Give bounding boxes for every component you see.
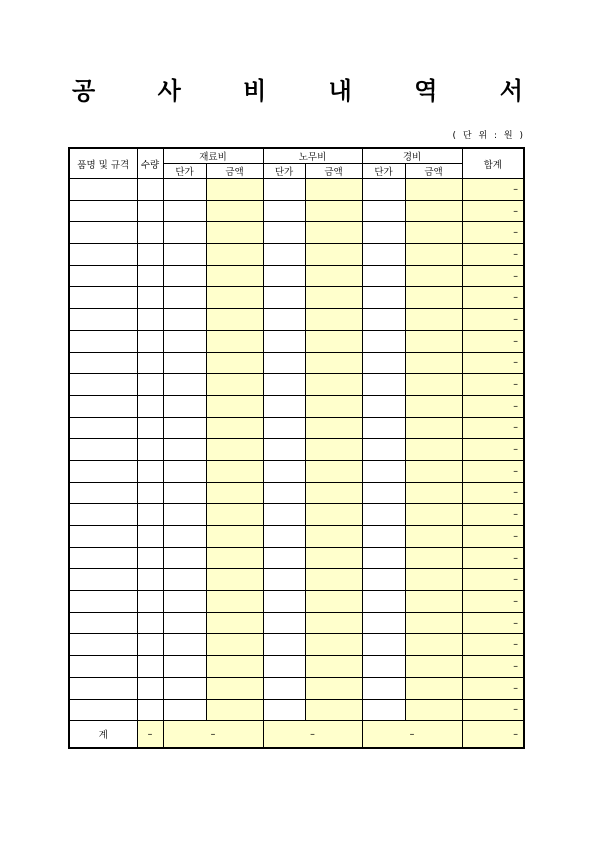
item-cell[interactable]	[69, 244, 137, 266]
unit-label: ( 단 위 : 원 )	[452, 131, 525, 141]
material-unit-price-cell[interactable]	[163, 699, 206, 721]
material-amount-cell[interactable]	[206, 200, 263, 222]
labor-unit-price-cell[interactable]	[263, 244, 305, 266]
row-total-cell[interactable]: –	[462, 330, 524, 352]
table-row	[69, 504, 524, 526]
item-cell[interactable]	[69, 547, 137, 569]
qty-cell[interactable]	[137, 200, 163, 222]
material-amount-cell[interactable]	[206, 612, 263, 634]
material-amount-cell[interactable]	[206, 374, 263, 396]
qty-cell[interactable]	[137, 569, 163, 591]
table-row	[69, 439, 524, 461]
labor-amount-cell[interactable]	[305, 460, 362, 482]
item-cell[interactable]	[69, 287, 137, 309]
material-amount-cell[interactable]	[206, 504, 263, 526]
expense-amount-cell[interactable]	[405, 656, 462, 678]
material-amount-cell[interactable]	[206, 244, 263, 266]
table-row	[69, 244, 524, 266]
qty-cell[interactable]	[137, 179, 163, 201]
expense-amount-cell[interactable]	[405, 482, 462, 504]
qty-cell[interactable]	[137, 374, 163, 396]
labor-unit-price-cell[interactable]	[263, 287, 305, 309]
material-unit-price-cell[interactable]	[163, 265, 206, 287]
qty-cell[interactable]	[137, 287, 163, 309]
labor-amount-cell[interactable]	[305, 309, 362, 331]
row-total-cell[interactable]: –	[462, 244, 524, 266]
table-row	[69, 395, 524, 417]
material-unit-price-cell[interactable]	[163, 482, 206, 504]
table-row	[69, 612, 524, 634]
row-total-cell[interactable]: –	[462, 591, 524, 613]
row-total-cell[interactable]: –	[462, 374, 524, 396]
qty-cell[interactable]	[137, 265, 163, 287]
header-labor: 노무비	[263, 148, 362, 164]
table-row	[69, 222, 524, 244]
qty-cell[interactable]	[137, 439, 163, 461]
labor-amount-cell[interactable]	[305, 374, 362, 396]
labor-amount-cell[interactable]	[305, 677, 362, 699]
labor-unit-price-cell[interactable]	[263, 330, 305, 352]
table-row	[69, 526, 524, 548]
qty-cell[interactable]	[137, 330, 163, 352]
material-unit-price-cell[interactable]	[163, 504, 206, 526]
total-label: 계	[69, 721, 137, 749]
table-body	[69, 179, 524, 721]
row-total-cell[interactable]: –	[462, 504, 524, 526]
total-sum[interactable]: –	[462, 721, 524, 749]
row-total-cell[interactable]: –	[462, 460, 524, 482]
expense-unit-price-cell[interactable]	[362, 547, 405, 569]
qty-cell[interactable]	[137, 417, 163, 439]
table-row	[69, 265, 524, 287]
labor-amount-cell[interactable]	[305, 265, 362, 287]
row-total-cell[interactable]: –	[462, 309, 524, 331]
material-amount-cell[interactable]	[206, 417, 263, 439]
qty-cell[interactable]	[137, 526, 163, 548]
header-total: 합계	[462, 148, 524, 179]
labor-amount-cell[interactable]	[305, 547, 362, 569]
labor-unit-price-cell[interactable]	[263, 439, 305, 461]
item-cell[interactable]	[69, 222, 137, 244]
labor-unit-price-cell[interactable]	[263, 699, 305, 721]
expense-unit-price-cell[interactable]	[362, 526, 405, 548]
labor-unit-price-cell[interactable]	[263, 634, 305, 656]
labor-amount-cell[interactable]	[305, 395, 362, 417]
labor-unit-price-cell[interactable]	[263, 547, 305, 569]
material-unit-price-cell[interactable]	[163, 526, 206, 548]
labor-amount-cell[interactable]	[305, 612, 362, 634]
row-total-cell[interactable]: –	[462, 634, 524, 656]
labor-unit-price-cell[interactable]	[263, 591, 305, 613]
material-amount-cell[interactable]	[206, 352, 263, 374]
material-amount-cell[interactable]	[206, 482, 263, 504]
header-labor-amount: 금액	[305, 164, 362, 179]
item-cell[interactable]	[69, 677, 137, 699]
item-cell[interactable]	[69, 504, 137, 526]
item-cell[interactable]	[69, 352, 137, 374]
material-amount-cell[interactable]	[206, 591, 263, 613]
expense-unit-price-cell[interactable]	[362, 374, 405, 396]
qty-cell[interactable]	[137, 244, 163, 266]
labor-unit-price-cell[interactable]	[263, 526, 305, 548]
item-cell[interactable]	[69, 374, 137, 396]
labor-unit-price-cell[interactable]	[263, 395, 305, 417]
labor-amount-cell[interactable]	[305, 482, 362, 504]
expense-amount-cell[interactable]	[405, 179, 462, 201]
labor-unit-price-cell[interactable]	[263, 374, 305, 396]
expense-amount-cell[interactable]	[405, 222, 462, 244]
material-unit-price-cell[interactable]	[163, 374, 206, 396]
material-amount-cell[interactable]	[206, 309, 263, 331]
labor-amount-cell[interactable]	[305, 179, 362, 201]
qty-cell[interactable]	[137, 482, 163, 504]
table-row	[69, 482, 524, 504]
header-expense-unit-price: 단가	[362, 164, 405, 179]
row-total-cell[interactable]: –	[462, 526, 524, 548]
material-unit-price-cell[interactable]	[163, 222, 206, 244]
material-amount-cell[interactable]	[206, 222, 263, 244]
header-labor-unit-price: 단가	[263, 164, 305, 179]
labor-unit-price-cell[interactable]	[263, 504, 305, 526]
labor-unit-price-cell[interactable]	[263, 569, 305, 591]
total-labor[interactable]: –	[263, 721, 362, 749]
page-title: 공 사 비 내 역 서	[72, 77, 550, 105]
labor-amount-cell[interactable]	[305, 352, 362, 374]
expense-amount-cell[interactable]	[405, 309, 462, 331]
qty-cell[interactable]	[137, 352, 163, 374]
qty-cell[interactable]	[137, 460, 163, 482]
expense-unit-price-cell[interactable]	[362, 200, 405, 222]
expense-unit-price-cell[interactable]	[362, 677, 405, 699]
material-amount-cell[interactable]	[206, 330, 263, 352]
material-unit-price-cell[interactable]	[163, 439, 206, 461]
expense-amount-cell[interactable]	[405, 569, 462, 591]
labor-amount-cell[interactable]	[305, 569, 362, 591]
item-cell[interactable]	[69, 200, 137, 222]
table-row	[69, 569, 524, 591]
row-total-cell[interactable]: –	[462, 287, 524, 309]
item-cell[interactable]	[69, 309, 137, 331]
expense-amount-cell[interactable]	[405, 460, 462, 482]
row-total-cell[interactable]: –	[462, 677, 524, 699]
expense-unit-price-cell[interactable]	[362, 287, 405, 309]
labor-unit-price-cell[interactable]	[263, 460, 305, 482]
expense-amount-cell[interactable]	[405, 352, 462, 374]
material-unit-price-cell[interactable]	[163, 330, 206, 352]
material-unit-price-cell[interactable]	[163, 547, 206, 569]
qty-cell[interactable]	[137, 547, 163, 569]
table-row	[69, 417, 524, 439]
expense-unit-price-cell[interactable]	[362, 634, 405, 656]
labor-unit-price-cell[interactable]	[263, 200, 305, 222]
expense-amount-cell[interactable]	[405, 526, 462, 548]
labor-amount-cell[interactable]	[305, 417, 362, 439]
expense-amount-cell[interactable]	[405, 504, 462, 526]
labor-amount-cell[interactable]	[305, 504, 362, 526]
expense-unit-price-cell[interactable]	[362, 330, 405, 352]
row-total-cell[interactable]: –	[462, 200, 524, 222]
table-row	[69, 309, 524, 331]
expense-amount-cell[interactable]	[405, 677, 462, 699]
table-row	[69, 330, 524, 352]
item-cell[interactable]	[69, 417, 137, 439]
row-total-cell[interactable]: –	[462, 395, 524, 417]
expense-amount-cell[interactable]	[405, 330, 462, 352]
expense-unit-price-cell[interactable]	[362, 417, 405, 439]
material-amount-cell[interactable]	[206, 460, 263, 482]
expense-amount-cell[interactable]	[405, 612, 462, 634]
header-row-1	[69, 148, 524, 164]
expense-amount-cell[interactable]	[405, 287, 462, 309]
labor-amount-cell[interactable]	[305, 287, 362, 309]
labor-unit-price-cell[interactable]	[263, 417, 305, 439]
row-total-cell[interactable]: –	[462, 439, 524, 461]
material-unit-price-cell[interactable]	[163, 309, 206, 331]
material-unit-price-cell[interactable]	[163, 656, 206, 678]
expense-amount-cell[interactable]	[405, 547, 462, 569]
labor-unit-price-cell[interactable]	[263, 677, 305, 699]
row-total-cell[interactable]: –	[462, 569, 524, 591]
item-cell[interactable]	[69, 439, 137, 461]
qty-cell[interactable]	[137, 309, 163, 331]
item-cell[interactable]	[69, 395, 137, 417]
material-amount-cell[interactable]	[206, 634, 263, 656]
material-unit-price-cell[interactable]	[163, 634, 206, 656]
header-material-unit-price: 단가	[163, 164, 206, 179]
labor-amount-cell[interactable]	[305, 330, 362, 352]
expense-unit-price-cell[interactable]	[362, 352, 405, 374]
expense-amount-cell[interactable]	[405, 439, 462, 461]
expense-unit-price-cell[interactable]	[362, 612, 405, 634]
item-cell[interactable]	[69, 656, 137, 678]
labor-unit-price-cell[interactable]	[263, 612, 305, 634]
material-amount-cell[interactable]	[206, 569, 263, 591]
material-unit-price-cell[interactable]	[163, 677, 206, 699]
qty-cell[interactable]	[137, 634, 163, 656]
item-cell[interactable]	[69, 634, 137, 656]
table-row	[69, 352, 524, 374]
item-cell[interactable]	[69, 330, 137, 352]
row-total-cell[interactable]: –	[462, 417, 524, 439]
expense-unit-price-cell[interactable]	[362, 569, 405, 591]
labor-unit-price-cell[interactable]	[263, 656, 305, 678]
total-row	[69, 721, 524, 749]
expense-unit-price-cell[interactable]	[362, 244, 405, 266]
expense-unit-price-cell[interactable]	[362, 179, 405, 201]
labor-amount-cell[interactable]	[305, 526, 362, 548]
material-amount-cell[interactable]	[206, 526, 263, 548]
row-total-cell[interactable]: –	[462, 612, 524, 634]
row-total-cell[interactable]: –	[462, 547, 524, 569]
expense-unit-price-cell[interactable]	[362, 265, 405, 287]
labor-unit-price-cell[interactable]	[263, 179, 305, 201]
qty-cell[interactable]	[137, 699, 163, 721]
material-unit-price-cell[interactable]	[163, 569, 206, 591]
expense-amount-cell[interactable]	[405, 699, 462, 721]
material-amount-cell[interactable]	[206, 395, 263, 417]
header-qty: 수량	[137, 148, 163, 179]
material-unit-price-cell[interactable]	[163, 612, 206, 634]
qty-cell[interactable]	[137, 612, 163, 634]
material-amount-cell[interactable]	[206, 265, 263, 287]
qty-cell[interactable]	[137, 656, 163, 678]
item-cell[interactable]	[69, 591, 137, 613]
labor-amount-cell[interactable]	[305, 439, 362, 461]
qty-cell[interactable]	[137, 591, 163, 613]
material-amount-cell[interactable]	[206, 439, 263, 461]
labor-unit-price-cell[interactable]	[263, 265, 305, 287]
table-row	[69, 460, 524, 482]
table-row	[69, 591, 524, 613]
row-total-cell[interactable]: –	[462, 265, 524, 287]
row-total-cell[interactable]: –	[462, 222, 524, 244]
cost-breakdown-table	[68, 147, 525, 749]
labor-amount-cell[interactable]	[305, 200, 362, 222]
item-cell[interactable]	[69, 460, 137, 482]
labor-amount-cell[interactable]	[305, 222, 362, 244]
expense-amount-cell[interactable]	[405, 395, 462, 417]
row-total-cell[interactable]: –	[462, 179, 524, 201]
expense-unit-price-cell[interactable]	[362, 439, 405, 461]
row-total-cell[interactable]: –	[462, 699, 524, 721]
material-amount-cell[interactable]	[206, 547, 263, 569]
material-amount-cell[interactable]	[206, 656, 263, 678]
table-row	[69, 374, 524, 396]
material-unit-price-cell[interactable]	[163, 287, 206, 309]
table-row	[69, 656, 524, 678]
expense-unit-price-cell[interactable]	[362, 656, 405, 678]
item-cell[interactable]	[69, 699, 137, 721]
labor-amount-cell[interactable]	[305, 699, 362, 721]
labor-amount-cell[interactable]	[305, 656, 362, 678]
qty-cell[interactable]	[137, 222, 163, 244]
material-unit-price-cell[interactable]	[163, 352, 206, 374]
table-row	[69, 200, 524, 222]
table-row	[69, 677, 524, 699]
material-unit-price-cell[interactable]	[163, 417, 206, 439]
header-material: 재료비	[163, 148, 263, 164]
expense-unit-price-cell[interactable]	[362, 504, 405, 526]
qty-cell[interactable]	[137, 504, 163, 526]
expense-unit-price-cell[interactable]	[362, 460, 405, 482]
header-material-amount: 금액	[206, 164, 263, 179]
header-expense-amount: 금액	[405, 164, 462, 179]
item-cell[interactable]	[69, 265, 137, 287]
material-unit-price-cell[interactable]	[163, 591, 206, 613]
expense-amount-cell[interactable]	[405, 591, 462, 613]
total-expense[interactable]: –	[362, 721, 462, 749]
item-cell[interactable]	[69, 612, 137, 634]
table-row	[69, 179, 524, 201]
total-qty[interactable]: –	[137, 721, 163, 749]
row-total-cell[interactable]: –	[462, 482, 524, 504]
material-unit-price-cell[interactable]	[163, 179, 206, 201]
material-amount-cell[interactable]	[206, 699, 263, 721]
expense-unit-price-cell[interactable]	[362, 222, 405, 244]
row-total-cell[interactable]: –	[462, 352, 524, 374]
qty-cell[interactable]	[137, 395, 163, 417]
header-item: 품명 및 규격	[69, 148, 137, 179]
table-row	[69, 634, 524, 656]
table-row	[69, 699, 524, 721]
labor-amount-cell[interactable]	[305, 634, 362, 656]
labor-unit-price-cell[interactable]	[263, 482, 305, 504]
material-amount-cell[interactable]	[206, 287, 263, 309]
labor-amount-cell[interactable]	[305, 244, 362, 266]
expense-unit-price-cell[interactable]	[362, 482, 405, 504]
expense-unit-price-cell[interactable]	[362, 699, 405, 721]
expense-amount-cell[interactable]	[405, 417, 462, 439]
expense-amount-cell[interactable]	[405, 634, 462, 656]
expense-amount-cell[interactable]	[405, 200, 462, 222]
header-expense: 경비	[362, 148, 462, 164]
item-cell[interactable]	[69, 569, 137, 591]
expense-unit-price-cell[interactable]	[362, 309, 405, 331]
material-amount-cell[interactable]	[206, 179, 263, 201]
material-unit-price-cell[interactable]	[163, 395, 206, 417]
labor-unit-price-cell[interactable]	[263, 309, 305, 331]
expense-amount-cell[interactable]	[405, 374, 462, 396]
expense-unit-price-cell[interactable]	[362, 395, 405, 417]
expense-amount-cell[interactable]	[405, 244, 462, 266]
material-unit-price-cell[interactable]	[163, 244, 206, 266]
item-cell[interactable]	[69, 526, 137, 548]
expense-unit-price-cell[interactable]	[362, 591, 405, 613]
item-cell[interactable]	[69, 482, 137, 504]
material-unit-price-cell[interactable]	[163, 460, 206, 482]
total-material[interactable]: –	[163, 721, 263, 749]
expense-amount-cell[interactable]	[405, 265, 462, 287]
table-row	[69, 547, 524, 569]
material-amount-cell[interactable]	[206, 677, 263, 699]
item-cell[interactable]	[69, 179, 137, 201]
material-unit-price-cell[interactable]	[163, 200, 206, 222]
labor-unit-price-cell[interactable]	[263, 222, 305, 244]
qty-cell[interactable]	[137, 677, 163, 699]
row-total-cell[interactable]: –	[462, 656, 524, 678]
labor-unit-price-cell[interactable]	[263, 352, 305, 374]
labor-amount-cell[interactable]	[305, 591, 362, 613]
table-row	[69, 287, 524, 309]
